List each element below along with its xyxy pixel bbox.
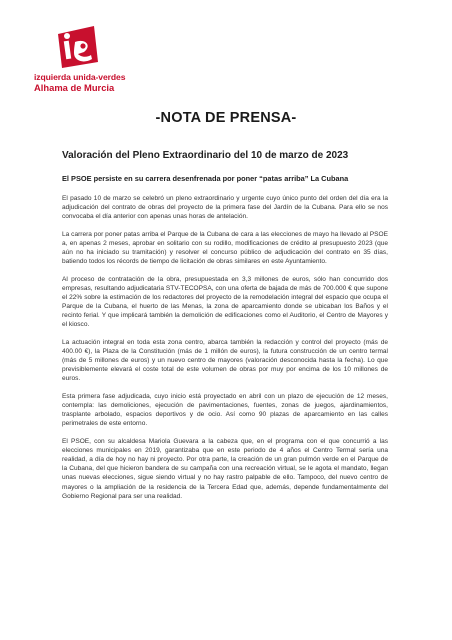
press-release-title: -NOTA DE PRENSA- xyxy=(155,110,297,126)
paragraph: Al proceso de contratación de la obra, presupuestada en 3,3 millones de euros, sólo han concurrido dos empresas, resultando adjudicataria STV-TECOPSA, con una oferta de bajada de más de 700.000 € que supone el 22% sobre la estimación de los redactores del proyecto de la remodelación integral del espacio que ocupa el Parque de la Cubana, el huerto de las Menas, la zona de aparcamiento donde se ubicaban los Baños y el recinto ferial. Y que implicará también la demolición de edificaciones como el Auditorio, el Centro de Mayores y el kiosco. xyxy=(62,275,388,329)
paragraph: Esta primera fase adjudicada, cuyo inicio está proyectado en abril con un plazo de ejecución de 12 meses, contempla: las demoliciones, ejecución de pavimentaciones, fuentes, zonas de juegos, ajardinamientos, trasplante arbolado, espacios deportivos y de ocio. Así como 90 plazas de aparcamiento en las calles perimetrales de este entorno. xyxy=(62,393,388,428)
paragraph: El pasado 10 de marzo se celebró un pleno extraordinario y urgente cuyo único punto del orden del día era la adjudicación del contrato de obras del proyecto de la primera fase del Jardín de la Cubana. Para ello se nos convocaba el día anterior con apenas unas horas de antelación. xyxy=(62,195,388,221)
logo-text-locality: Alhama de Murcia xyxy=(34,82,115,93)
article-body xyxy=(62,150,388,509)
article-headline: Valoración del Pleno Extraordinario del 10 de marzo de 2023 xyxy=(62,150,349,161)
paragraph: La actuación integral en toda esta zona centro, abarca también la redacción y control del proyecto (más de 400.00 €), la Plaza de la Constitución (más de 1 millón de euros), la futura construcción de un centro termal (más de 5 millones de euros) y un nuevo centro de mayores (valoración desconocida hasta la fecha). Lo que previsiblemente elevará el coste total de este volumen de obras por muy por encima de los 10 millones de euros. xyxy=(62,339,388,383)
party-logo xyxy=(34,24,126,93)
paragraph: La carrera por poner patas arriba el Parque de la Cubana de cara a las elecciones de mayo ha llevado al PSOE a, en apenas 2 meses, aprobar en solitario con su rodillo, modificaciones de crédito al presupuesto 2023 (que aún no ha iniciado su tramitación) y resolver el concurso público de adjudicación del contrato en 35 días, batiendo todos los récords de tiempo de licitación de obras similares en este Ayuntamiento. xyxy=(62,230,388,266)
paragraph: El PSOE, con su alcaldesa Mariola Guevara a la cabeza que, en el programa con el que concurrió a las elecciones municipales en 2019, garantizaba que en este periodo de 4 años el Centro Termal sería una realidad, a día de hoy no hay ni proyecto. Por otra parte, la creación de un gran pulmón verde en el Parque de la Cubana, del que hicieron bandera de su campaña con una recreación virtual, se le agota el mandato, llegan unas nuevas elecciones, sigue siendo virtual y no hay rastro palpable de ello. Tampoco, del nuevo centro de mayores o la ampliación de la residencia de la Tercera Edad que, además, depende fundamentalmente del Gobierno Regional para ser una realidad. xyxy=(62,438,388,500)
logo-text-party: izquierda unida-verdes xyxy=(34,72,126,82)
article-subheadline: El PSOE persiste en su carrera desenfrenada por poner “patas arriba” La Cubana xyxy=(62,174,349,183)
iu-logo-icon xyxy=(54,24,100,70)
